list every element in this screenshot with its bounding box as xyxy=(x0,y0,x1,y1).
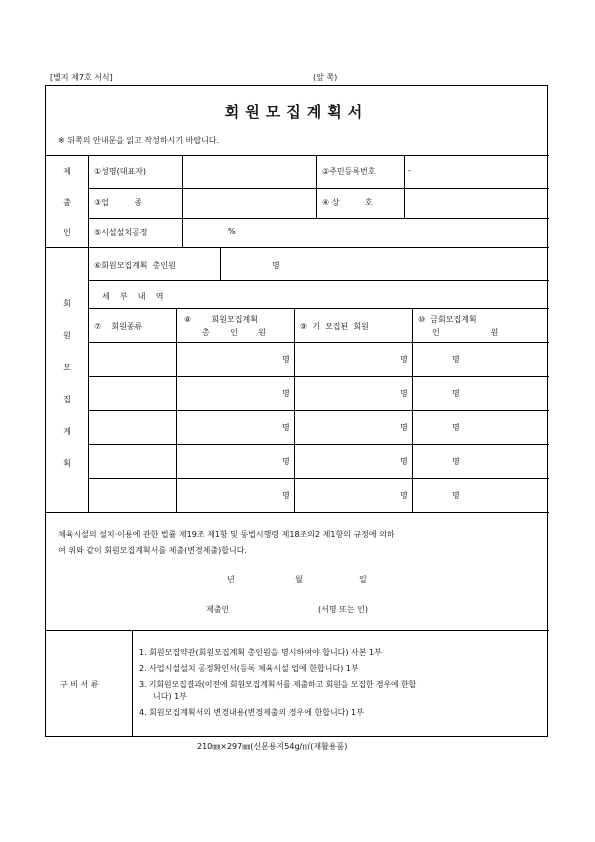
date-month: 월 xyxy=(295,575,303,584)
section-char: 제 xyxy=(63,167,71,176)
section-char: 회 xyxy=(63,299,71,308)
rule xyxy=(404,155,405,218)
section-char: 인 xyxy=(63,228,71,237)
rule xyxy=(46,155,549,156)
existing-unit: 명 xyxy=(400,457,408,466)
submitter-label: 제출인 xyxy=(206,605,230,614)
total-unit: 명 xyxy=(282,389,290,398)
total-unit: 명 xyxy=(282,355,290,364)
existing-unit: 명 xyxy=(400,355,408,364)
rule xyxy=(182,155,183,247)
section-char: 모 xyxy=(63,363,71,372)
rule xyxy=(132,630,133,737)
rule xyxy=(88,280,549,281)
form-number: [별지 제7호 서식] xyxy=(50,73,113,82)
trade-name-label: ④ 상 호 xyxy=(322,198,373,207)
rule xyxy=(88,155,89,512)
approved-total-label: ⑥회원모집계획 총인원 xyxy=(94,261,176,270)
rule xyxy=(294,308,295,512)
statement-line-1: 체육시설의 설치·이용에 관한 법률 제19조 제1항 및 동법시행령 제18조의2 제1항의 규정에 의하 xyxy=(58,530,395,539)
rule xyxy=(88,308,549,309)
col-header-existing: ⑨ 기 모집된 회원 xyxy=(300,322,369,331)
date-day: 일 xyxy=(359,575,367,584)
current-unit: 명 xyxy=(452,491,460,500)
existing-unit: 명 xyxy=(400,389,408,398)
rule xyxy=(88,410,549,411)
section-char: 획 xyxy=(63,459,71,468)
resident-id-label: ②주민등록번호 xyxy=(322,167,376,176)
existing-unit: 명 xyxy=(400,491,408,500)
rule xyxy=(88,444,549,445)
form-frame xyxy=(45,85,548,737)
page-side-label: (앞 쪽) xyxy=(313,73,338,82)
col-header-member-type: ⑦ 회원종류 xyxy=(94,322,143,331)
rule xyxy=(316,155,317,218)
paper-spec-footer: 210㎜×297㎜(신문용지54g/㎡(재활용품) xyxy=(197,742,348,751)
current-unit: 명 xyxy=(452,389,460,398)
rule xyxy=(88,478,549,479)
col-header-current-line1: ⑩ 금회모집계획 xyxy=(418,315,477,324)
rule xyxy=(88,376,549,377)
required-documents-label: 구 비 서 류 xyxy=(60,680,99,689)
current-unit: 명 xyxy=(452,355,460,364)
signature-label: (서명 또는 인) xyxy=(318,605,368,614)
total-unit: 명 xyxy=(282,423,290,432)
current-unit: 명 xyxy=(452,423,460,432)
col-header-total-line1: ⑧ 회원모집계획 xyxy=(184,315,258,324)
facility-progress-label: ⑤시설설치공정 xyxy=(94,228,148,237)
name-label: ①성명(대표자) xyxy=(94,167,147,176)
total-unit: 명 xyxy=(282,491,290,500)
document-item-1: 1. 회원모집약관(회원모집계획 총인원을 명시하여야 합니다) 사본 1부 xyxy=(139,648,382,657)
rule xyxy=(176,308,177,512)
existing-unit: 명 xyxy=(400,423,408,432)
form-title: 회원모집계획서 xyxy=(224,103,369,121)
instruction-notice: ※ 뒤쪽의 안내문을 읽고 작성하시기 바랍니다. xyxy=(58,136,220,145)
section-char: 출 xyxy=(63,198,71,207)
business-type-label: ③업 종 xyxy=(94,198,143,207)
resident-id-dash: - xyxy=(408,166,411,175)
rule xyxy=(412,308,413,512)
document-item-4: 4. 회원모집계획서의 변경내용(변경제출의 경우에 한합니다) 1부 xyxy=(139,708,364,717)
document-item-3: 3. 기회원모집결과(이전에 회원모집계획서를 제출하고 회원을 모집한 경우에 한합 xyxy=(139,680,417,689)
section-char: 계 xyxy=(63,427,71,436)
approved-total-unit: 명 xyxy=(272,261,280,270)
current-unit: 명 xyxy=(452,457,460,466)
rule xyxy=(46,630,549,631)
total-unit: 명 xyxy=(282,457,290,466)
rule xyxy=(88,342,549,343)
rule xyxy=(46,512,549,513)
date-year: 년 xyxy=(227,575,235,584)
statement-line-2: 여 위와 같이 회원모집계획서를 제출(변경제출)합니다. xyxy=(58,546,247,555)
rule xyxy=(220,247,221,280)
document-item-2: 2. 사업시설설치 공정확인서(등록 체육시설 업에 한합니다) 1부 xyxy=(139,664,359,673)
rule xyxy=(46,247,549,248)
rule xyxy=(88,218,549,219)
col-header-total-line2: 총 인 원 xyxy=(202,328,266,337)
section-char: 원 xyxy=(63,331,71,340)
document-item-3-cont: 니다) 1부 xyxy=(153,692,187,701)
percent-sign: % xyxy=(228,227,236,236)
rule xyxy=(88,188,549,189)
section-char: 집 xyxy=(63,395,71,404)
detail-heading: 세 부 내 역 xyxy=(102,292,164,301)
col-header-current-line2: 인 원 xyxy=(432,328,499,337)
